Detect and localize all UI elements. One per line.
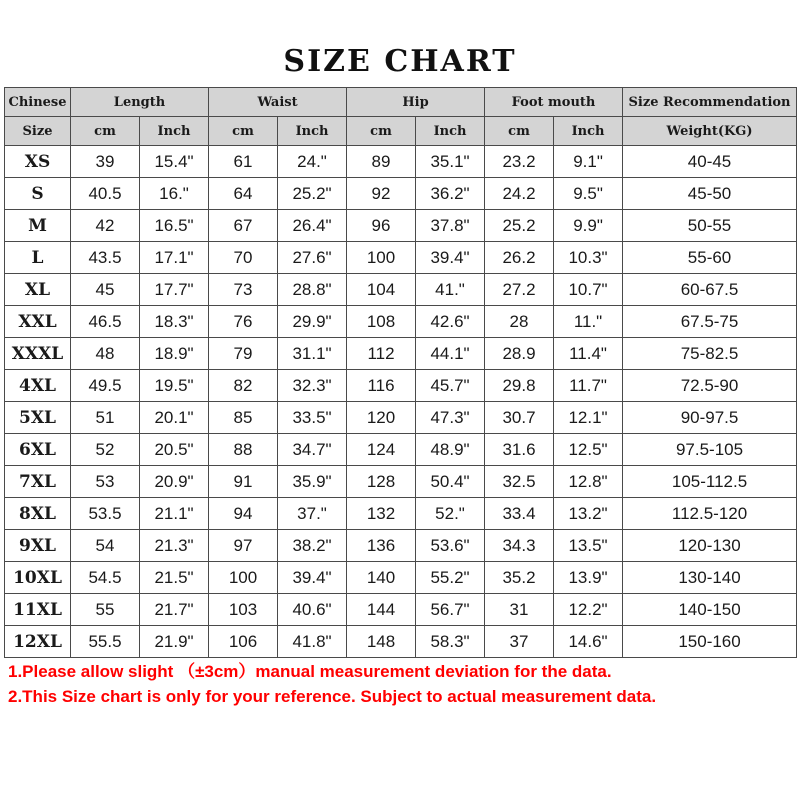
cell-waist-inch: 35.9"	[278, 466, 347, 498]
cell-weight-kg: 50-55	[623, 210, 797, 242]
cell-size: XXL	[5, 306, 71, 338]
cell-weight-kg: 112.5-120	[623, 498, 797, 530]
cell-hip-inch: 52."	[416, 498, 485, 530]
cell-size: S	[5, 178, 71, 210]
cell-weight-kg: 97.5-105	[623, 434, 797, 466]
cell-waist-inch: 29.9"	[278, 306, 347, 338]
cell-hip-inch: 39.4"	[416, 242, 485, 274]
cell-foot-mouth-cm: 32.5	[485, 466, 554, 498]
cell-weight-kg: 140-150	[623, 594, 797, 626]
cell-hip-cm: 108	[347, 306, 416, 338]
cell-hip-cm: 128	[347, 466, 416, 498]
cell-waist-inch: 37."	[278, 498, 347, 530]
table-row	[5, 434, 797, 466]
cell-length-inch: 18.9"	[140, 338, 209, 370]
cell-weight-kg: 75-82.5	[623, 338, 797, 370]
cell-weight-kg: 45-50	[623, 178, 797, 210]
note-1: 1.Please allow slight （±3cm）manual measurement deviation for the data.	[8, 662, 612, 681]
header-length-inch: Inch	[140, 117, 209, 146]
cell-waist-inch: 34.7"	[278, 434, 347, 466]
cell-foot-mouth-inch: 13.2"	[554, 498, 623, 530]
cell-length-cm: 52	[71, 434, 140, 466]
table-row	[5, 594, 797, 626]
cell-waist-cm: 70	[209, 242, 278, 274]
table-row	[5, 626, 797, 658]
cell-foot-mouth-inch: 11."	[554, 306, 623, 338]
cell-length-cm: 51	[71, 402, 140, 434]
cell-hip-inch: 35.1"	[416, 146, 485, 178]
cell-length-inch: 15.4"	[140, 146, 209, 178]
cell-length-cm: 53.5	[71, 498, 140, 530]
cell-length-cm: 49.5	[71, 370, 140, 402]
table-row	[5, 466, 797, 498]
cell-hip-cm: 124	[347, 434, 416, 466]
cell-foot-mouth-cm: 26.2	[485, 242, 554, 274]
cell-foot-mouth-inch: 11.7"	[554, 370, 623, 402]
cell-length-cm: 55	[71, 594, 140, 626]
cell-foot-mouth-cm: 28	[485, 306, 554, 338]
cell-hip-inch: 58.3"	[416, 626, 485, 658]
cell-length-inch: 17.1"	[140, 242, 209, 274]
cell-foot-mouth-inch: 10.3"	[554, 242, 623, 274]
cell-length-inch: 19.5"	[140, 370, 209, 402]
cell-length-inch: 16.5"	[140, 210, 209, 242]
cell-foot-mouth-cm: 25.2	[485, 210, 554, 242]
cell-foot-mouth-cm: 27.2	[485, 274, 554, 306]
cell-waist-cm: 73	[209, 274, 278, 306]
cell-hip-cm: 104	[347, 274, 416, 306]
cell-length-inch: 21.1"	[140, 498, 209, 530]
cell-waist-inch: 27.6"	[278, 242, 347, 274]
cell-foot-mouth-inch: 9.9"	[554, 210, 623, 242]
table-row	[5, 274, 797, 306]
cell-waist-inch: 24."	[278, 146, 347, 178]
cell-waist-cm: 64	[209, 178, 278, 210]
cell-foot-mouth-inch: 9.1"	[554, 146, 623, 178]
cell-hip-inch: 45.7"	[416, 370, 485, 402]
cell-waist-cm: 100	[209, 562, 278, 594]
cell-size: XS	[5, 146, 71, 178]
cell-length-cm: 53	[71, 466, 140, 498]
cell-length-cm: 48	[71, 338, 140, 370]
cell-length-inch: 21.3"	[140, 530, 209, 562]
cell-hip-cm: 100	[347, 242, 416, 274]
cell-foot-mouth-inch: 12.1"	[554, 402, 623, 434]
table-row	[5, 210, 797, 242]
cell-weight-kg: 130-140	[623, 562, 797, 594]
cell-length-cm: 45	[71, 274, 140, 306]
cell-hip-inch: 44.1"	[416, 338, 485, 370]
cell-waist-inch: 33.5"	[278, 402, 347, 434]
cell-foot-mouth-inch: 13.9"	[554, 562, 623, 594]
cell-foot-mouth-inch: 12.5"	[554, 434, 623, 466]
cell-length-inch: 20.1"	[140, 402, 209, 434]
page-title: SIZE CHART	[283, 44, 517, 79]
header-foot-mouth-cm: cm	[485, 117, 554, 146]
header-hip: Hip	[347, 88, 485, 117]
cell-hip-cm: 120	[347, 402, 416, 434]
cell-size: 12XL	[5, 626, 71, 658]
cell-waist-cm: 76	[209, 306, 278, 338]
cell-foot-mouth-cm: 24.2	[485, 178, 554, 210]
table-row	[5, 146, 797, 178]
cell-hip-inch: 37.8"	[416, 210, 485, 242]
header-row-units	[5, 117, 797, 146]
cell-waist-inch: 41.8"	[278, 626, 347, 658]
cell-hip-inch: 41."	[416, 274, 485, 306]
cell-hip-cm: 112	[347, 338, 416, 370]
table-row	[5, 306, 797, 338]
cell-length-cm: 54	[71, 530, 140, 562]
cell-hip-cm: 148	[347, 626, 416, 658]
cell-foot-mouth-cm: 33.4	[485, 498, 554, 530]
cell-waist-inch: 40.6"	[278, 594, 347, 626]
cell-hip-inch: 47.3"	[416, 402, 485, 434]
cell-waist-cm: 79	[209, 338, 278, 370]
cell-foot-mouth-cm: 37	[485, 626, 554, 658]
table-row	[5, 370, 797, 402]
cell-foot-mouth-cm: 29.8	[485, 370, 554, 402]
cell-hip-inch: 42.6"	[416, 306, 485, 338]
note-2: 2.This Size chart is only for your reference. Subject to actual measurement data.	[8, 687, 657, 706]
cell-weight-kg: 105-112.5	[623, 466, 797, 498]
cell-length-cm: 39	[71, 146, 140, 178]
table-row	[5, 498, 797, 530]
cell-hip-inch: 36.2"	[416, 178, 485, 210]
cell-hip-cm: 89	[347, 146, 416, 178]
cell-foot-mouth-cm: 30.7	[485, 402, 554, 434]
cell-length-inch: 17.7"	[140, 274, 209, 306]
cell-length-cm: 42	[71, 210, 140, 242]
cell-size: 8XL	[5, 498, 71, 530]
cell-size: 10XL	[5, 562, 71, 594]
cell-hip-cm: 136	[347, 530, 416, 562]
cell-waist-inch: 39.4"	[278, 562, 347, 594]
cell-foot-mouth-inch: 13.5"	[554, 530, 623, 562]
cell-waist-cm: 103	[209, 594, 278, 626]
cell-length-cm: 46.5	[71, 306, 140, 338]
header-row-groups	[5, 88, 797, 117]
cell-foot-mouth-inch: 9.5"	[554, 178, 623, 210]
cell-hip-cm: 96	[347, 210, 416, 242]
cell-waist-inch: 38.2"	[278, 530, 347, 562]
header-waist: Waist	[209, 88, 347, 117]
cell-waist-inch: 31.1"	[278, 338, 347, 370]
cell-waist-inch: 25.2"	[278, 178, 347, 210]
cell-weight-kg: 55-60	[623, 242, 797, 274]
cell-waist-cm: 82	[209, 370, 278, 402]
cell-hip-cm: 132	[347, 498, 416, 530]
cell-weight-kg: 67.5-75	[623, 306, 797, 338]
size-chart-table	[4, 87, 797, 658]
cell-length-inch: 21.9"	[140, 626, 209, 658]
cell-waist-cm: 67	[209, 210, 278, 242]
cell-hip-cm: 92	[347, 178, 416, 210]
cell-hip-cm: 140	[347, 562, 416, 594]
cell-weight-kg: 60-67.5	[623, 274, 797, 306]
table-row	[5, 530, 797, 562]
cell-waist-inch: 32.3"	[278, 370, 347, 402]
header-hip-cm: cm	[347, 117, 416, 146]
cell-waist-cm: 94	[209, 498, 278, 530]
cell-foot-mouth-cm: 28.9	[485, 338, 554, 370]
cell-foot-mouth-cm: 31	[485, 594, 554, 626]
cell-waist-cm: 106	[209, 626, 278, 658]
cell-hip-inch: 56.7"	[416, 594, 485, 626]
cell-size: 9XL	[5, 530, 71, 562]
cell-waist-cm: 97	[209, 530, 278, 562]
cell-size: 5XL	[5, 402, 71, 434]
cell-hip-inch: 50.4"	[416, 466, 485, 498]
header-waist-inch: Inch	[278, 117, 347, 146]
table-row	[5, 178, 797, 210]
cell-length-inch: 21.7"	[140, 594, 209, 626]
cell-hip-cm: 116	[347, 370, 416, 402]
cell-foot-mouth-inch: 10.7"	[554, 274, 623, 306]
header-length-cm: cm	[71, 117, 140, 146]
header-size: Size	[5, 117, 71, 146]
cell-weight-kg: 150-160	[623, 626, 797, 658]
cell-hip-inch: 55.2"	[416, 562, 485, 594]
cell-waist-cm: 85	[209, 402, 278, 434]
cell-size: XXXL	[5, 338, 71, 370]
cell-waist-inch: 26.4"	[278, 210, 347, 242]
header-foot-mouth-inch: Inch	[554, 117, 623, 146]
table-row	[5, 338, 797, 370]
cell-size: 7XL	[5, 466, 71, 498]
cell-length-inch: 20.9"	[140, 466, 209, 498]
header-weight-kg: Weight(KG)	[623, 117, 797, 146]
cell-size: 6XL	[5, 434, 71, 466]
cell-hip-inch: 53.6"	[416, 530, 485, 562]
cell-weight-kg: 90-97.5	[623, 402, 797, 434]
cell-length-inch: 16."	[140, 178, 209, 210]
table-row	[5, 242, 797, 274]
cell-hip-cm: 144	[347, 594, 416, 626]
header-waist-cm: cm	[209, 117, 278, 146]
header-hip-inch: Inch	[416, 117, 485, 146]
cell-length-cm: 54.5	[71, 562, 140, 594]
header-chinese: Chinese	[5, 88, 71, 117]
cell-size: L	[5, 242, 71, 274]
cell-foot-mouth-inch: 14.6"	[554, 626, 623, 658]
header-length: Length	[71, 88, 209, 117]
cell-length-inch: 20.5"	[140, 434, 209, 466]
cell-weight-kg: 120-130	[623, 530, 797, 562]
header-foot-mouth: Foot mouth	[485, 88, 623, 117]
cell-weight-kg: 40-45	[623, 146, 797, 178]
cell-length-cm: 40.5	[71, 178, 140, 210]
cell-foot-mouth-cm: 23.2	[485, 146, 554, 178]
notes	[8, 659, 656, 709]
header-size-recommendation: Size Recommendation	[623, 88, 797, 117]
cell-length-inch: 18.3"	[140, 306, 209, 338]
cell-hip-inch: 48.9"	[416, 434, 485, 466]
cell-foot-mouth-cm: 34.3	[485, 530, 554, 562]
cell-foot-mouth-inch: 12.2"	[554, 594, 623, 626]
cell-size: M	[5, 210, 71, 242]
cell-weight-kg: 72.5-90	[623, 370, 797, 402]
cell-length-inch: 21.5"	[140, 562, 209, 594]
cell-foot-mouth-inch: 12.8"	[554, 466, 623, 498]
cell-waist-inch: 28.8"	[278, 274, 347, 306]
cell-foot-mouth-cm: 31.6	[485, 434, 554, 466]
cell-waist-cm: 61	[209, 146, 278, 178]
table-row	[5, 562, 797, 594]
cell-size: 4XL	[5, 370, 71, 402]
cell-size: 11XL	[5, 594, 71, 626]
cell-length-cm: 55.5	[71, 626, 140, 658]
table-row	[5, 402, 797, 434]
cell-size: XL	[5, 274, 71, 306]
cell-foot-mouth-inch: 11.4"	[554, 338, 623, 370]
cell-waist-cm: 88	[209, 434, 278, 466]
cell-length-cm: 43.5	[71, 242, 140, 274]
cell-foot-mouth-cm: 35.2	[485, 562, 554, 594]
cell-waist-cm: 91	[209, 466, 278, 498]
